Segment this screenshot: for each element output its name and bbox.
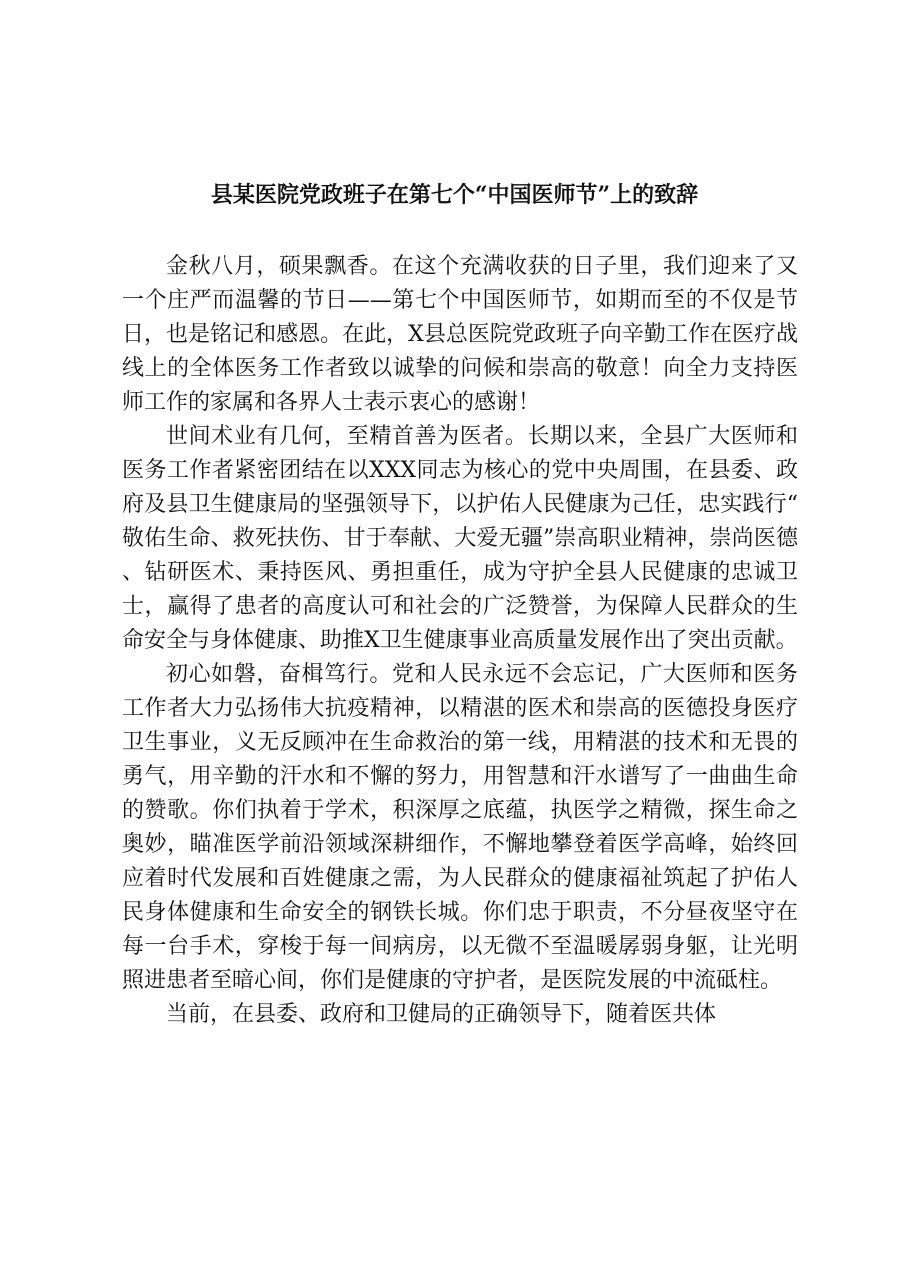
paragraph-1: 金秋八月，硕果飘香。在这个充满收获的日子里，我们迎来了又一个庄严而温馨的节日——第七个中国医师节，如期而至的不仅是节日，也是铭记和感恩。在此，X县总医院党政班子向辛勤工作在医疗战线上的全体医务工作者致以诚挚的问候和崇高的敬意！向全力支持医师工作的家属和各界人士表示衷心的感谢！: [122, 254, 798, 415]
document-title: 县某医院党政班子在第七个“中国医师节”上的致辞: [210, 182, 699, 208]
paragraph-3: 初心如磐，奋楫笃行。党和人民永远不会忘记，广大医师和医务工作者大力弘扬伟大抗疫精神，以精湛的医术和崇高的医德投身医疗卫生事业，义无反顾冲在生命救治的第一线，用精湛的技术和无畏的勇气，用辛勤的汗水和不懈的努力，用智慧和汗水谱写了一曲曲生命的赞歌。你们执着于学术，积深厚之底蕴，执医学之精微，探生命之奥妙，瞄准医学前沿领域深耕细作，不懈地攀登着医学高峰，始终回应着时代发展和百姓健康之需，为人民群众的健康福祉筑起了护佑人民身体健康和生命安全的钢铁长城。你们忠于职责，不分昼夜坚守在每一台手术，穿梭于每一间病房，以无微不至温暖孱弱身躯，让光明照进患者至暗心间，你们是健康的守护者，是医院发展的中流砥柱。: [122, 662, 798, 993]
paragraph-2: 世间术业有几何，至精首善为医者。长期以来，全县广大医师和医务工作者紧密团结在以XXX同志为核心的党中央周围，在县委、政府及县卫生健康局的坚强领导下，以护佑人民健康为己任，忠实践行“敬佑生命、救死扶伤、甘于奉献、大爱无疆”崇高职业精神，崇尚医德、钻研医术、秉持医风、勇担重任，成为守护全县人民健康的忠诚卫士，赢得了患者的高度认可和社会的广泛赞誉，为保障人民群众的生命安全与身体健康、助推X卫生健康事业高质量发展作出了突出贡献。: [122, 424, 798, 653]
document-body: [122, 250, 798, 1032]
paragraph-4: 当前，在县委、政府和卫健局的正确领导下，随着医共体: [166, 1002, 717, 1027]
